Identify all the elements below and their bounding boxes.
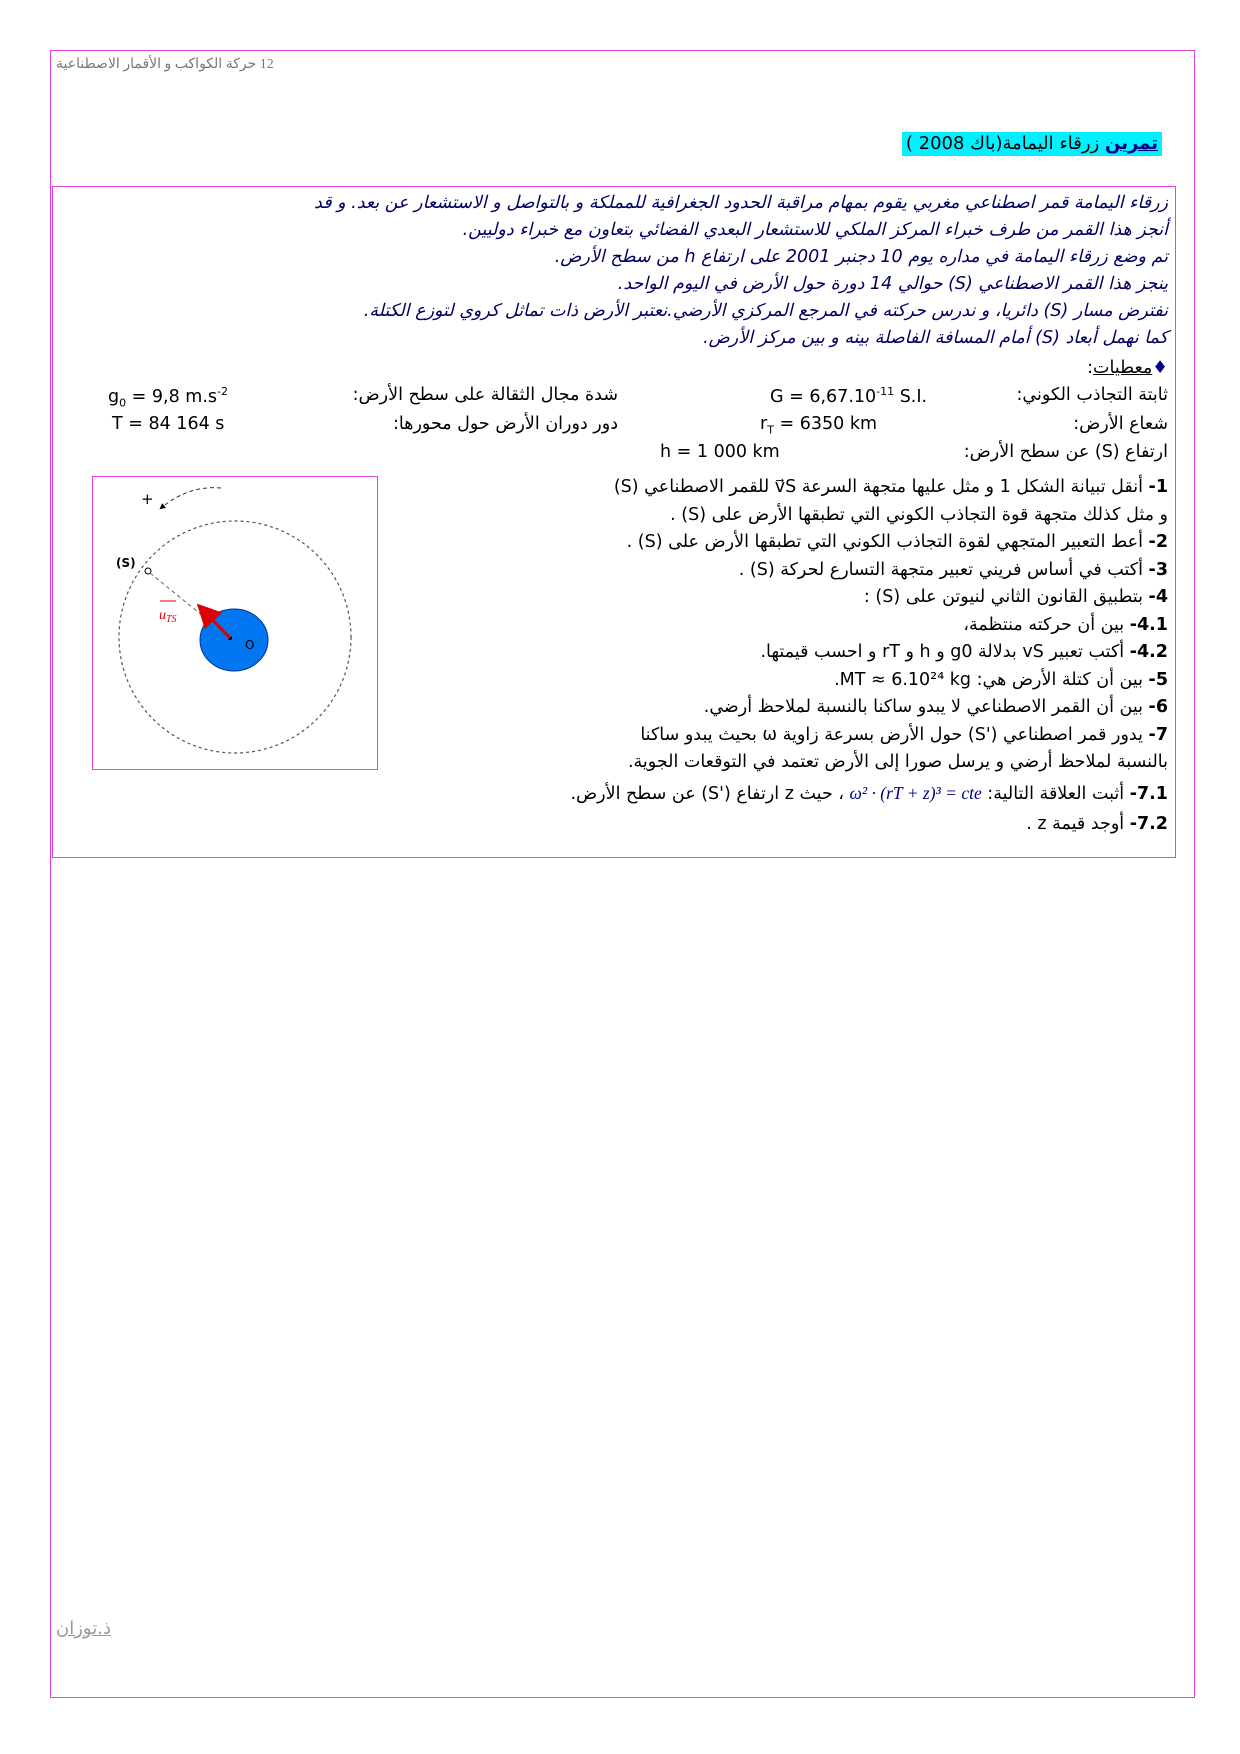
diamond-icon: ♦ [1152,358,1168,378]
g0-label: شدة مجال الثقالة على سطح الأرض: [352,385,618,405]
orbit-diagram [93,477,377,769]
question-7-1: 7.1- أثبت العلاقة التالية: ω² · (rT + z)³ = cte ، حيث z ارتفاع ('S) عن سطح الأرض. [570,782,1168,804]
intro-line: ينجز هذا القمر الاصطناعي (S) حوالي 14 دورة حول الأرض في اليوم الواحد. [617,274,1168,294]
intro-paragraph [68,190,1168,352]
question-7-2: 7.2- أوجد قيمة z . [1026,814,1168,834]
question-7-cont: بالنسبة لملاحظ أرضي و يرسل صورا إلى الأرض تعتمد في التوقعات الجوية. [627,752,1168,772]
question-3: 3- أكتب في أساس فريني تعبير متجهة التسارع لحركة (S) . [738,559,1168,580]
rT-value: $r_T = 6350$ km [760,414,878,437]
question-1: 1- أنقل تبيانة الشكل 1 و مثل عليها متجهة السرعة v⃗S للقمر الاصطناعي (S) [613,477,1168,497]
h-label: ارتفاع (S) عن سطح الأرض: [963,442,1168,462]
h-value: h = 1 000 km [660,442,780,462]
question-4: 4- بتطبيق القانون الثاني لنيوتن على (S) : [863,587,1168,607]
satellite-label: (S) [116,556,136,570]
direction-arrow [161,488,221,508]
T-label: دور دوران الأرض حول محورها: [393,414,618,434]
intro-line: زرقاء اليمامة قمر اصطناعي مغربي يقوم بمهام مراقبة الحدود الجغرافية للمملكة و بالتواصل و الاستشعار عن بعد. و قد [314,193,1168,213]
formula: ω² · (rT + z)³ = cte [849,782,982,803]
intro-line: أنجز هذا القمر من طرف خبراء المركز الملكي للاستشعار البعدي الفضائي بتعاون مع خبراء دوليين. [462,220,1168,240]
intro-line: نفترض مسار (S) دائريا، و ندرس حركته في المرجع المركزي الأرضي.نعتبر الأرض ذات تماثل كروي لتوزع الكتلة. [363,301,1168,321]
G-label: ثابتة التجاذب الكوني: [1016,385,1168,405]
question-5: 5- بين أن كتلة الأرض هي: MT ≈ 6.10²⁴ kg. [834,669,1168,690]
figure-orbit [92,476,378,770]
G-value: $G = 6,67.10^{-11}$ S.I. [770,385,928,407]
question-4-1: 4.1- بين أن حركته منتظمة، [963,614,1168,635]
center-label: O [245,638,255,652]
intro-line: كما نهمل أبعاد (S) أمام المسافة الفاصلة بينه و بين مركز الأرض. [703,328,1168,348]
author-signature: ذ.توزان [56,1618,111,1639]
g0-value: $g_0 = 9,8$ $m.s^{-2}$ [108,385,228,410]
question-1-cont: و مثل كذلك متجهة قوة التجاذب الكوني التي تطبقها الأرض على (S) . [670,504,1168,525]
question-2: 2- أعط التعبير المتجهي لقوة التجاذب الكوني التي تطبقها الأرض على (S) . [626,532,1168,552]
intro-line: تم وضع زرقاء اليمامة في مداره يوم 10 دجنبر 2001 على ارتفاع h من سطح الأرض. [554,247,1168,267]
rT-label: شعاع الأرض: [1073,414,1168,434]
exercise-title [902,132,1162,156]
question-6: 6- بين أن القمر الاصطناعي لا يبدو ساكنا بالنسبة لملاحظ أرضي. [703,697,1168,717]
exercise-title-text: زرقاء اليمامة(باك 2008 ) [905,133,1100,154]
question-4-2: 4.2- أكتب تعبير vS بدلالة g0 و h و rT و احسب قيمتها. [760,642,1168,662]
question-7: 7- يدور قمر اصطناعي ('S) حول الأرض بسرعة زاوية ω بحيث يبدو ساكنا [640,724,1168,745]
unit-vector-label: $u_{TS}$ [159,608,177,625]
plus-sign: + [141,490,154,508]
questions [388,474,1168,839]
exercise-tag: تمرين [1105,133,1158,154]
data-heading: ♦معطيات: [1087,358,1168,378]
data-heading-label: معطيات [1093,358,1153,378]
page-header: 12 حركة الكواكب و الأقمار الاصطناعية [56,57,274,72]
T-value: T = 84 164 s [112,414,225,434]
